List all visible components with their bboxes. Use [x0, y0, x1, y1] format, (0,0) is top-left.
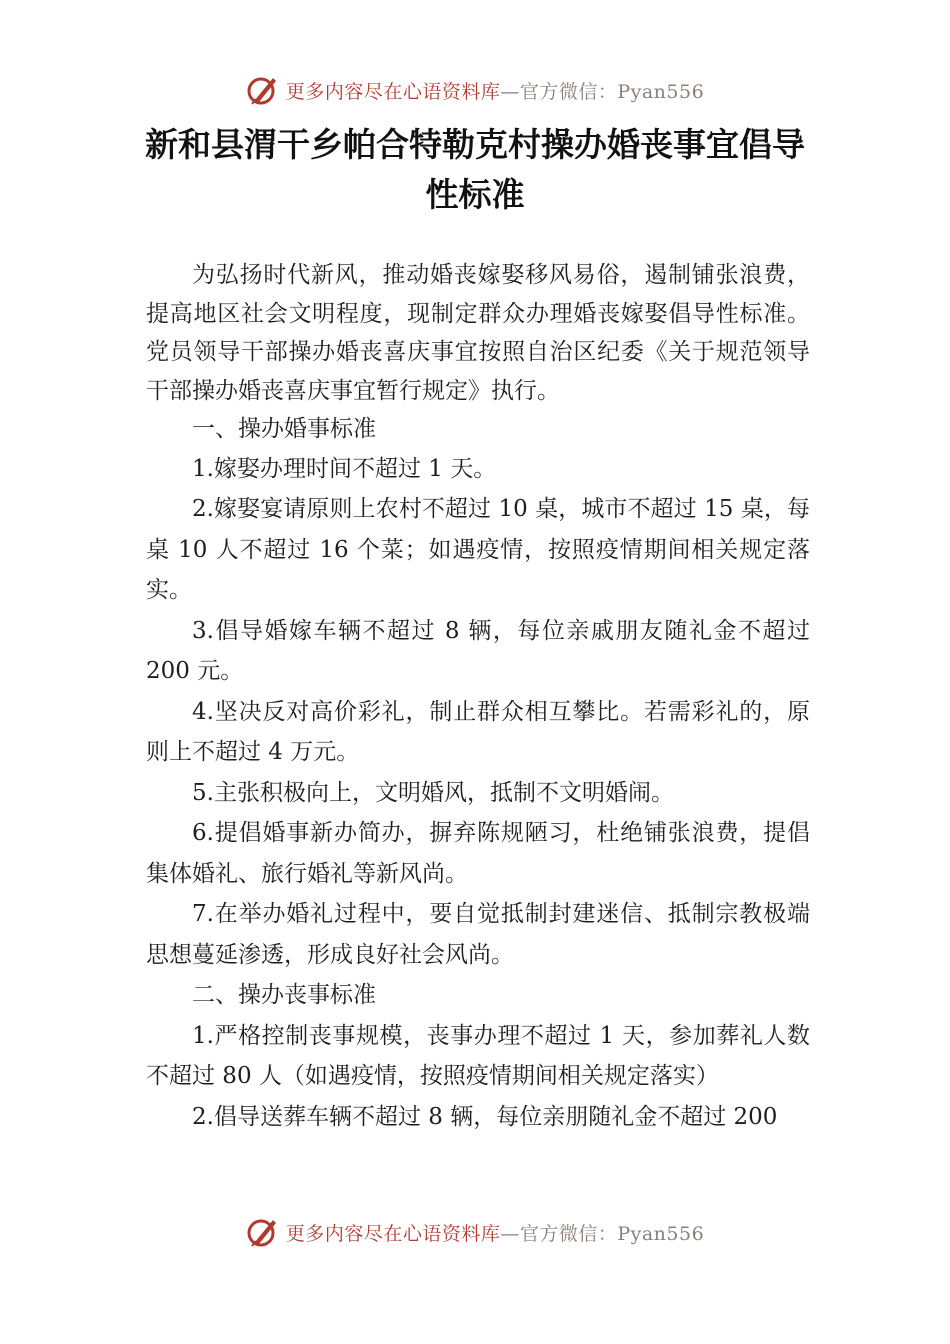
- wedding-item-6: 6.提倡婚事新办简办，摒弃陈规陋习，杜绝铺张浪费，提倡集体婚礼、旅行婚礼等新风尚。: [146, 820, 810, 887]
- quill-pen-icon: [246, 1215, 280, 1249]
- wedding-item-4: 4.坚决反对高价彩礼，制止群众相互攀比。若需彩礼的，原则上不超过 4 万元。: [146, 698, 810, 765]
- wedding-item-1: 1.嫁娶办理时间不超过 1 天。: [192, 455, 497, 482]
- section-heading-funeral: 二、操办丧事标准: [192, 982, 376, 1008]
- wedding-item-3: 3.倡导婚嫁车辆不超过 8 辆，每位亲戚朋友随礼金不超过 200 元。: [146, 617, 810, 684]
- intro-paragraph: 为弘扬时代新风，推动婚丧嫁娶移风易俗，遏制铺张浪费，提高地区社会文明程度，现制定群众办理婚丧嫁娶倡导性标准。党员领导干部操办婚丧喜庆事宜按照自治区纪委《关于规范领导干部操办婚丧喜庆事宜暂行规定》执行。: [146, 262, 810, 404]
- watermark-banner-top: [0, 70, 950, 110]
- watermark-text: 更多内容尽在心语资料库—官方微信：Pyan556: [285, 1222, 705, 1245]
- wedding-item-2: 2.嫁娶宴请原则上农村不超过 10 桌，城市不超过 15 桌，每桌 10 人不超过 16 个菜；如遇疫情，按照疫情期间相关规定落实。: [146, 496, 810, 603]
- quill-pen-icon: [246, 73, 280, 107]
- wedding-item-5: 5.主张积极向上，文明婚风，抵制不文明婚闹。: [192, 779, 674, 806]
- document-title: 新和县渭干乡帕合特勒克村操办婚丧事宜倡导性标准: [145, 125, 805, 214]
- watermark-text: 更多内容尽在心语资料库—官方微信：Pyan556: [285, 80, 705, 103]
- funeral-item-2: 2.倡导送葬车辆不超过 8 辆，每位亲朋随礼金不超过 200: [192, 1103, 778, 1130]
- wedding-item-7: 7.在举办婚礼过程中，要自觉抵制封建迷信、抵制宗教极端思想蔓延渗透，形成良好社会风尚。: [146, 901, 810, 968]
- section-heading-wedding: 一、操办婚事标准: [192, 416, 376, 442]
- funeral-item-1: 1.严格控制丧事规模，丧事办理不超过 1 天，参加葬礼人数不超过 80 人（如遇疫情，按照疫情期间相关规定落实）: [146, 1022, 810, 1089]
- watermark-banner-bottom: [0, 1212, 950, 1252]
- document-body: [146, 256, 810, 1137]
